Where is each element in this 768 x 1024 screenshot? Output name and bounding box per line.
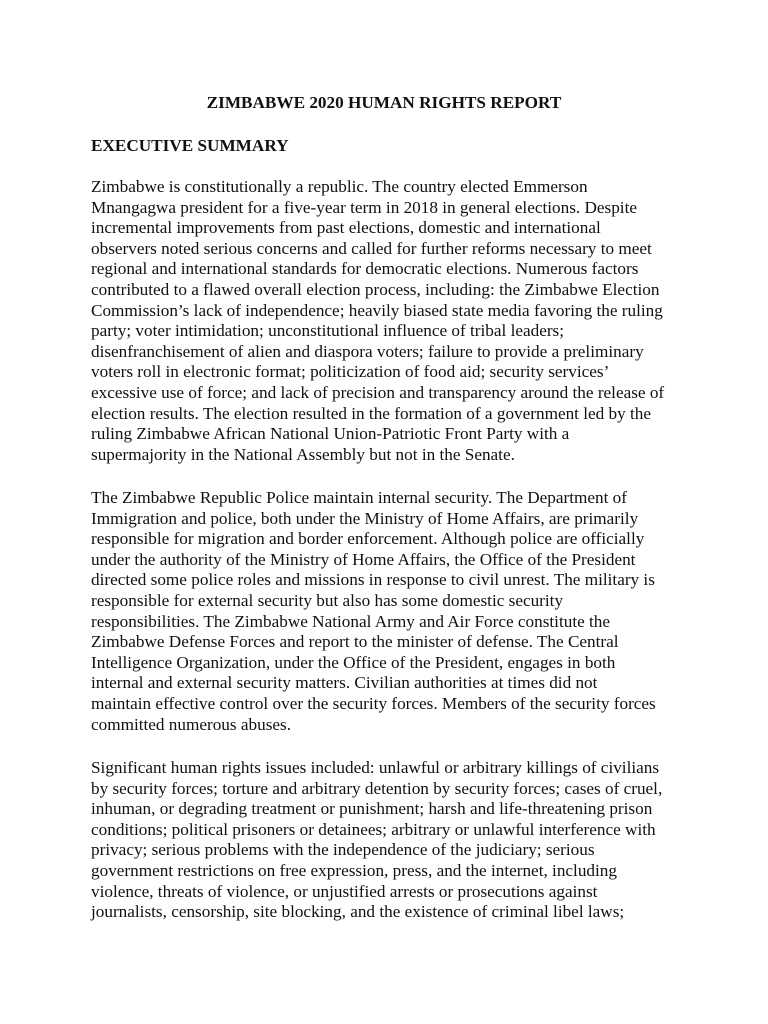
text-line: inhuman, or degrading treatment or punishment; harsh and life-threatening prison (91, 799, 653, 819)
text-line: under the authority of the Ministry of Home Affairs, the Office of the President (91, 549, 636, 569)
text-line: incremental improvements from past elections, domestic and international (91, 218, 601, 238)
text-line: regional and international standards for democratic elections. Numerous factors (91, 259, 639, 279)
text-line: disenfranchisement of alien and diaspora voters; failure to provide a preliminary (91, 341, 644, 361)
text-line: Intelligence Organization, under the Office of the President, engages in both (91, 652, 616, 672)
text-line: internal and external security matters. Civilian authorities at times did not (91, 673, 598, 693)
paragraph-1 (91, 177, 691, 465)
text-line: committed numerous abuses. (91, 714, 292, 734)
text-line: ruling Zimbabwe African National Union-Patriotic Front Party with a (91, 424, 570, 444)
text-line: Immigration and police, both under the Ministry of Home Affairs, are primarily (91, 508, 639, 528)
text-line: conditions; political prisoners or detainees; arbitrary or unlawful interference with (91, 819, 656, 839)
text-line: journalists, censorship, site blocking, and the existence of criminal libel laws; (91, 902, 625, 922)
text-line: by security forces; torture and arbitrary detention by security forces; cases of cruel, (91, 778, 663, 798)
text-line: maintain effective control over the security forces. Members of the security forces (91, 693, 656, 713)
text-line: Zimbabwe Defense Forces and report to the minister of defense. The Central (91, 632, 619, 652)
text-line: violence, threats of violence, or unjustified arrests or prosecutions against (91, 881, 598, 901)
text-line: excessive use of force; and lack of precision and transparency around the release of (91, 382, 665, 402)
text-line: The Zimbabwe Republic Police maintain internal security. The Department of (91, 488, 627, 507)
text-line: contributed to a flawed overall election process, including: the Zimbabwe Election (91, 279, 660, 299)
paragraph-2 (91, 488, 691, 735)
text-line: directed some police roles and missions in response to civil unrest. The military is (91, 570, 655, 590)
text-line: responsibilities. The Zimbabwe National Army and Air Force constitute the (91, 611, 611, 631)
text-line: party; voter intimidation; unconstitutional influence of tribal leaders; (91, 321, 565, 341)
paragraph-3 (91, 758, 691, 923)
text-line: Commission’s lack of independence; heavily biased state media favoring the ruling (91, 300, 663, 320)
text-line: Zimbabwe is constitutionally a republic. The country elected Emmerson (91, 177, 588, 196)
text-line: privacy; serious problems with the independence of the judiciary; serious (91, 840, 595, 860)
document-title: ZIMBABWE 2020 HUMAN RIGHTS REPORT (206, 93, 562, 112)
text-line: government restrictions on free expression, press, and the internet, including (91, 860, 617, 880)
section-heading: EXECUTIVE SUMMARY (91, 136, 289, 155)
text-line: voters roll in electronic format; politicization of food aid; security services’ (91, 362, 610, 382)
text-line: responsible for external security but also has some domestic security (91, 590, 564, 610)
text-line: Significant human rights issues included: unlawful or arbitrary killings of civilians (91, 758, 660, 777)
text-line: observers noted serious concerns and called for further reforms necessary to meet (91, 238, 652, 258)
text-line: responsible for migration and border enforcement. Although police are officially (91, 529, 645, 549)
text-line: election results. The election resulted in the formation of a government led by the (91, 403, 652, 423)
text-line: supermajority in the National Assembly but not in the Senate. (91, 444, 515, 464)
text-line: Mnangagwa president for a five-year term in 2018 in general elections. Despite (91, 197, 637, 217)
